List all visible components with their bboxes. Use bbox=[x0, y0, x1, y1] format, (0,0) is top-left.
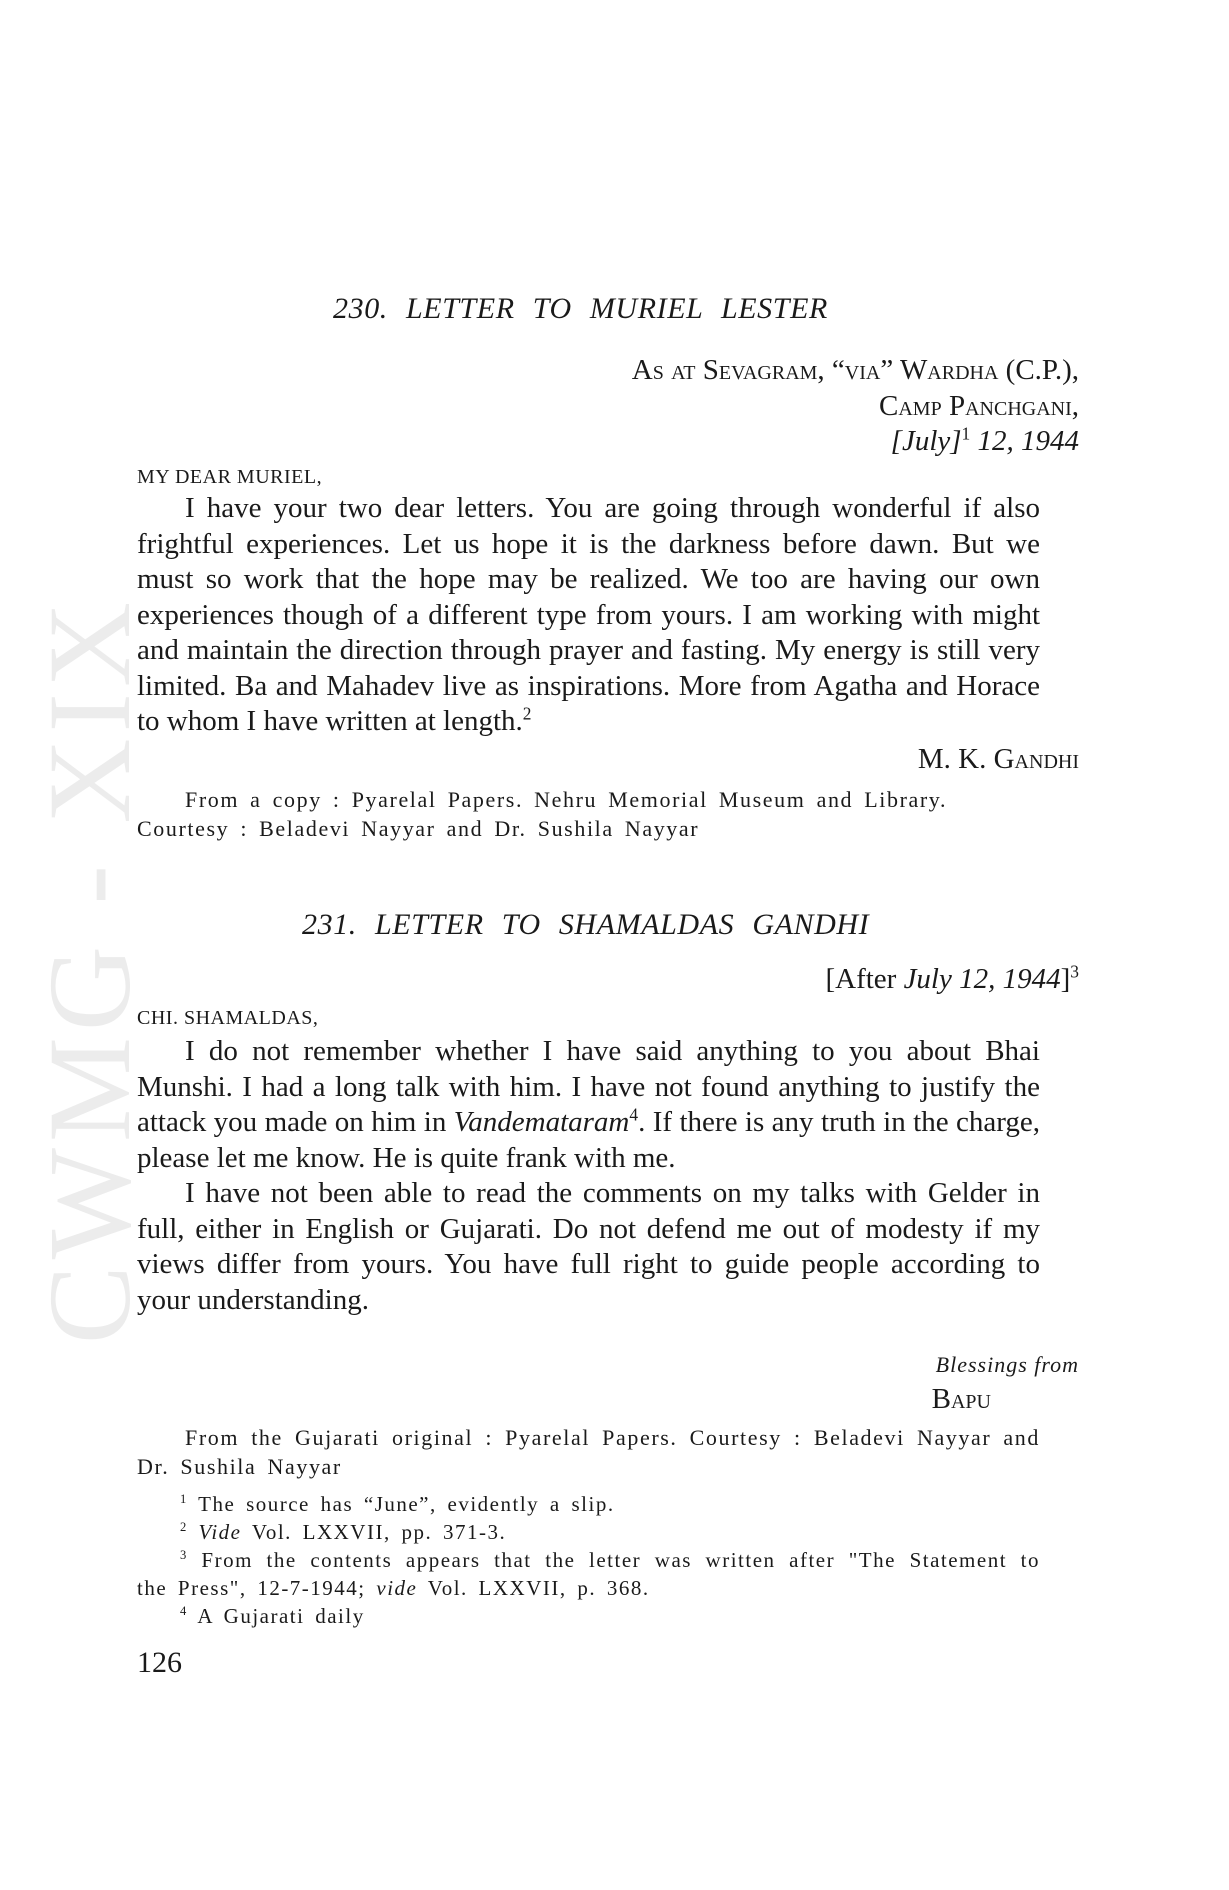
letter-231-salutation: CHI. SHAMALDAS, bbox=[137, 1007, 319, 1029]
letter-231-body bbox=[137, 1034, 1040, 1318]
footnote-ref-1: 1 bbox=[961, 423, 971, 444]
page-number: 126 bbox=[137, 1646, 182, 1679]
letter-230-body bbox=[137, 491, 1040, 740]
letter-230-body-text: I have your two dear letters. You are going through wonderful if also frightful experiences. Let us hope it is the darkness before dawn. But we must so work that the hope may be realized. We too are having our own experiences though of a different type from yours. I am working with might and maintain the direction through prayer and fasting. My energy is still very limited. Ba and Mahadev live as inspirations. More from Agatha and Horace to whom I have written at length. bbox=[137, 492, 1040, 737]
letter-231-para1 bbox=[137, 1034, 1040, 1176]
letter-231-source: From the Gujarati original : Pyarelal Papers. Courtesy : Beladevi Nayyar and Dr. Sushila Nayyar bbox=[137, 1425, 1040, 1479]
letter-231-date bbox=[825, 963, 1079, 996]
footnote-4 bbox=[137, 1602, 1040, 1630]
footnote-3 bbox=[137, 1546, 1040, 1602]
para1-text: I do not remember whether I have said anything to you about Bhai Munshi. I had a long talk with him. I have not found anything to justify the attack you made on him in bbox=[137, 1035, 1040, 1138]
footnote-4-text: A Gujarati daily bbox=[197, 1604, 365, 1628]
source-line1: From a copy : Pyarelal Papers. Nehru Memorial Museum and Library. bbox=[185, 787, 948, 812]
footnotes bbox=[137, 1490, 1040, 1630]
date-post: ] bbox=[1060, 963, 1071, 995]
footnote-ref-2: 2 bbox=[522, 703, 532, 724]
date-pre: [After bbox=[825, 963, 904, 995]
letter-231-heading: 231. LETTER TO SHAMALDAS GANDHI bbox=[302, 908, 870, 941]
para1-italic: Vandemataram bbox=[453, 1106, 630, 1138]
letter-230-source bbox=[137, 785, 1040, 843]
date-rest: 12, 1944 bbox=[970, 425, 1079, 457]
letter-230-salutation: MY DEAR MURIEL, bbox=[137, 466, 323, 488]
footnote-ref-3: 3 bbox=[1070, 961, 1079, 982]
footnote-ref-4: 4 bbox=[629, 1104, 639, 1125]
letter-231-closing: Blessings from bbox=[935, 1352, 1079, 1377]
footnote-4-mark: 4 bbox=[180, 1604, 188, 1618]
footnote-1-text: The source has “June”, evidently a slip. bbox=[198, 1492, 615, 1516]
letter-230-address-line1: As at Sevagram, “via” Wardha (C.P.), bbox=[631, 354, 1079, 386]
footnote-2-text: Vol. LXXVII, pp. 371-3. bbox=[241, 1520, 507, 1544]
date-month: July bbox=[903, 963, 952, 995]
source-line2: Courtesy : Beladevi Nayyar and Dr. Sushila Nayyar bbox=[137, 816, 700, 841]
letter-230-heading: 230. LETTER TO MURIEL LESTER bbox=[333, 292, 828, 325]
letter-231-para2: I have not been able to read the comments on my talks with Gelder in full, either in English or Gujarati. Do not defend me out of modesty if my views differ from yours. You have full right to guide people according to your understanding. bbox=[137, 1177, 1040, 1316]
footnote-1-mark: 1 bbox=[180, 1492, 188, 1506]
letter-230-date bbox=[891, 425, 1079, 458]
watermark: CWMG - XIX bbox=[24, 595, 155, 1345]
footnote-3-text: From the contents appears that the letter was written after "The Statement to the Press", 12-7-1944; bbox=[137, 1548, 1041, 1600]
footnote-3-text-after: Vol. LXXVII, p. 368. bbox=[417, 1576, 650, 1600]
date-month: [July] bbox=[890, 425, 962, 457]
footnote-2-italic: Vide bbox=[198, 1520, 242, 1544]
letter-230-signature: M. K. Gandhi bbox=[917, 743, 1079, 775]
date-rest: 12, 1944 bbox=[951, 963, 1061, 995]
footnote-3-italic: vide bbox=[376, 1576, 418, 1600]
para1-text-after: . If there is any truth in the charge, please let me know. He is quite frank with me. bbox=[137, 1106, 1040, 1174]
footnote-3-mark: 3 bbox=[180, 1548, 188, 1562]
footnote-2 bbox=[137, 1518, 1040, 1546]
letter-230-address-line2: Camp Panchgani, bbox=[879, 390, 1079, 422]
letter-231-signature: Bapu bbox=[931, 1383, 991, 1415]
footnote-1 bbox=[137, 1490, 1040, 1518]
footnote-2-mark: 2 bbox=[180, 1520, 188, 1534]
